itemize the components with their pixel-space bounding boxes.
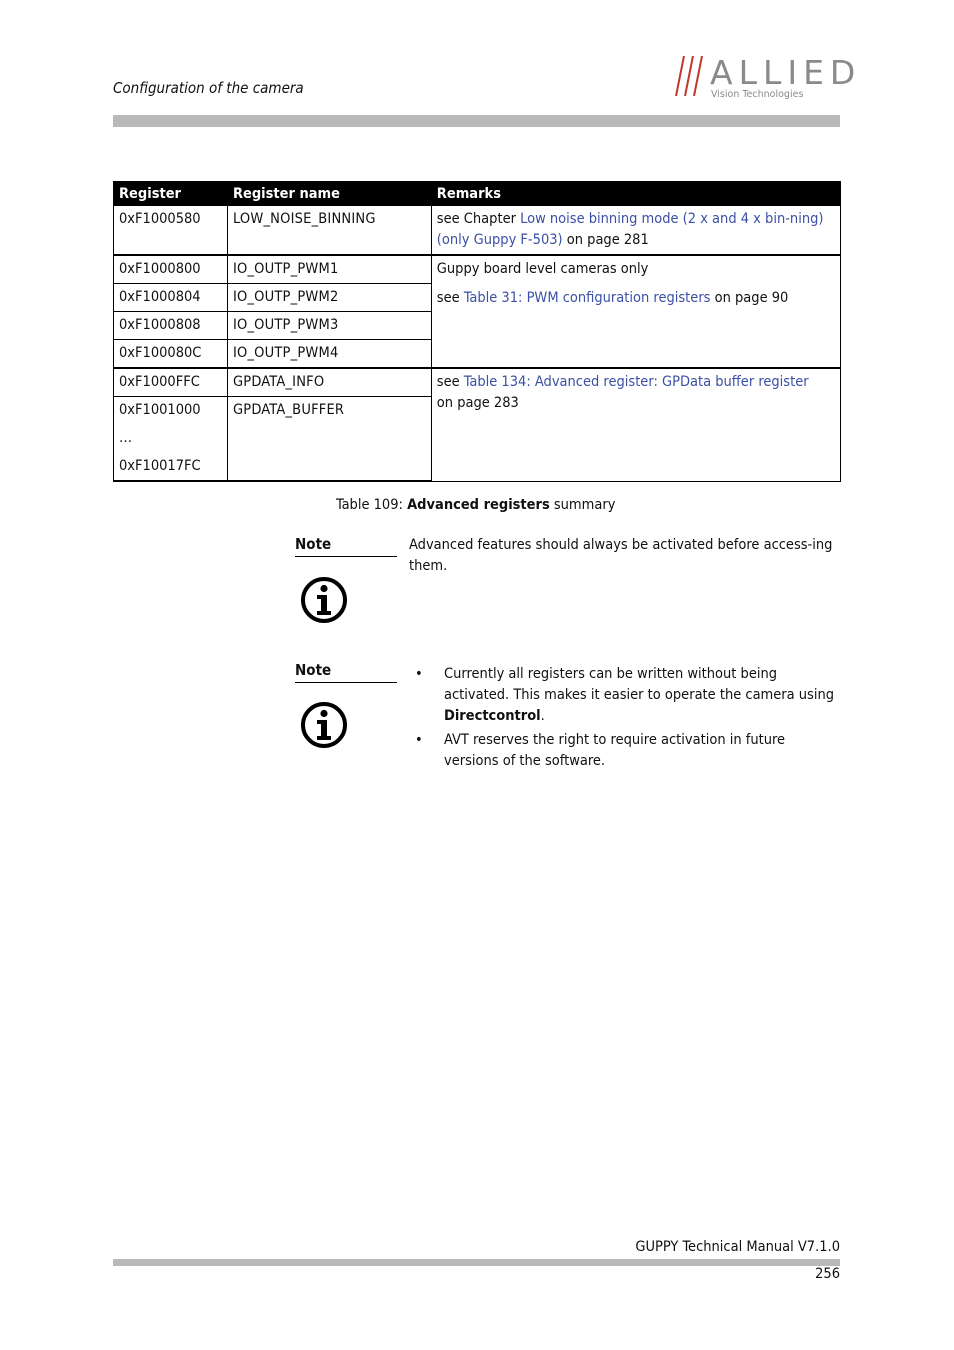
logo-subtitle: Vision Technologies <box>711 89 804 100</box>
register-name-cell: IO_OUTP_PWM1 <box>227 255 431 284</box>
header-remarks: Remarks <box>431 182 840 206</box>
register-name-cell: GPDATA_BUFFER <box>227 397 431 482</box>
page-number: 256 <box>815 1266 840 1282</box>
header-rule <box>113 115 840 127</box>
list-item: • AVT reserves the right to require activation in future versions of the software. <box>409 730 841 772</box>
register-cell: 0xF1001000 … 0xF10017FC <box>114 397 228 482</box>
register-cell: 0xF1000804 <box>114 284 228 312</box>
remarks-cell: see Table 134: Advanced register: GPData buffer register on page 283 <box>431 368 840 481</box>
info-icon <box>300 576 348 624</box>
running-header-title: Configuration of the camera <box>113 79 304 97</box>
note-label: Note <box>295 661 397 683</box>
list-item: • Currently all registers can be written without being activated. This makes it easier to operate the camera using Directcontrol. <box>409 664 841 727</box>
allied-logo <box>668 53 862 100</box>
table-row <box>114 368 841 397</box>
link-gpdata-table[interactable]: Table 134: Advanced register: GPData buffer register <box>463 374 809 390</box>
table-row <box>114 255 841 284</box>
link-low-noise-binning[interactable]: Low noise binning mode (2 x and 4 x bin-ning) (only Guppy F-503) <box>436 211 824 248</box>
remarks-cell: Guppy board level cameras only see Table 31: PWM configuration registers on page 90 <box>431 255 840 368</box>
register-cell: 0xF100080C <box>114 340 228 369</box>
table-caption: Table 109: Advanced registers summary <box>336 497 616 513</box>
info-icon <box>300 701 348 749</box>
header-register: Register <box>114 182 228 206</box>
register-name-cell: IO_OUTP_PWM4 <box>227 340 431 369</box>
remarks-cell: see Chapter Low noise binning mode (2 x and 4 x bin-ning) (only Guppy F-503) on page 281 <box>431 206 840 256</box>
note-label: Note <box>295 535 397 557</box>
footer-rule <box>113 1259 840 1266</box>
note-bullets <box>409 664 841 775</box>
register-cell: 0xF1000808 <box>114 312 228 340</box>
logo-word: ALLIED <box>710 53 862 92</box>
header-register-name: Register name <box>227 182 431 206</box>
register-name-cell: LOW_NOISE_BINNING <box>227 206 431 256</box>
note-text: Advanced features should always be activated before access-ing them. <box>409 537 833 574</box>
register-cell: 0xF1000800 <box>114 255 228 284</box>
register-name-cell: IO_OUTP_PWM2 <box>227 284 431 312</box>
register-cell: 0xF1000FFC <box>114 368 228 397</box>
table-row <box>114 206 841 256</box>
table-header-row <box>114 182 841 206</box>
footer-manual-title: GUPPY Technical Manual V7.1.0 <box>635 1239 840 1255</box>
register-name-cell: GPDATA_INFO <box>227 368 431 397</box>
register-name-cell: IO_OUTP_PWM3 <box>227 312 431 340</box>
link-pwm-table[interactable]: Table 31: PWM configuration registers <box>463 290 711 306</box>
advanced-registers-table <box>113 181 841 482</box>
register-cell: 0xF1000580 <box>114 206 228 256</box>
